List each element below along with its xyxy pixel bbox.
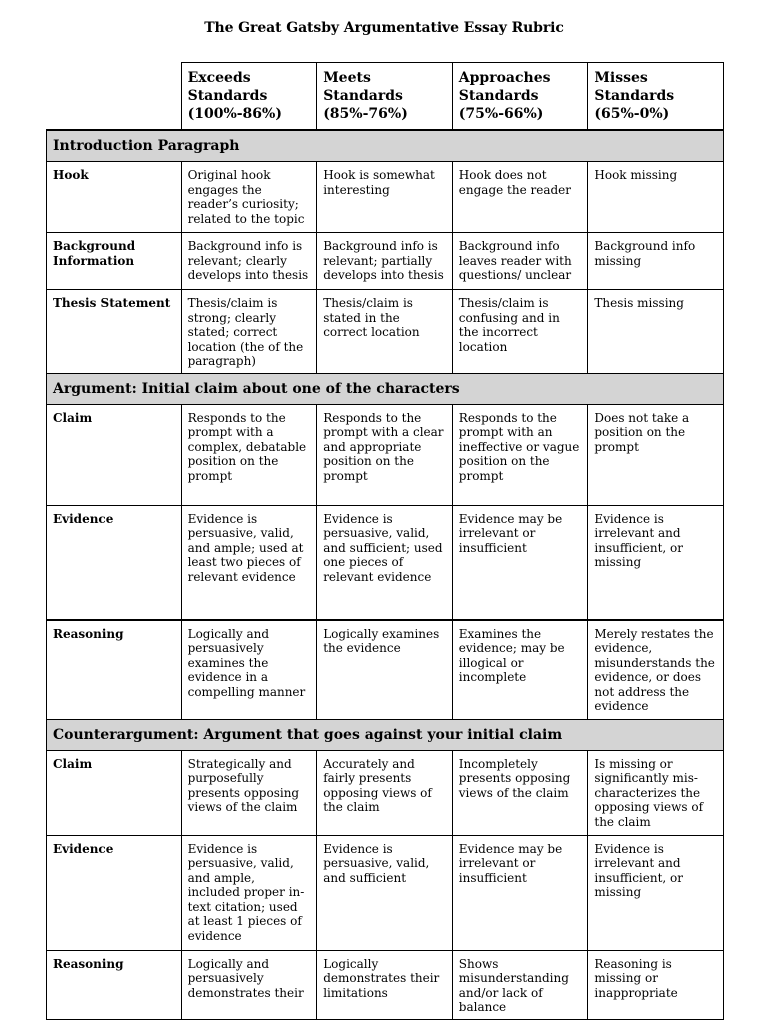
header-meets: Meets Standards (85%-76%): [317, 63, 453, 131]
criterion-label: Reasoning: [47, 950, 182, 1019]
rubric-cell: Background info missing: [588, 233, 724, 290]
criterion-label: Claim: [47, 750, 182, 835]
rubric-cell: Thesis missing: [588, 290, 724, 374]
header-approaches: Approaches Standards (75%-66%): [452, 63, 588, 131]
rubric-cell: Logically and persuasively demonstrates their: [181, 950, 317, 1019]
table-row: [47, 162, 724, 233]
table-row: [47, 404, 724, 505]
criterion-label: Claim: [47, 404, 182, 505]
rubric-cell: Accurately and fairly presents opposing views of the claim: [317, 750, 453, 835]
rubric-cell: Examines the evidence; may be illogical or incomplete: [452, 620, 588, 720]
table-row: [47, 505, 724, 620]
section-row-introduction: [47, 130, 724, 162]
header-misses: Misses Standards (65%-0%): [588, 63, 724, 131]
rubric-cell: Merely restates the evidence, misunderstands the evidence, or does not address the evidence: [588, 620, 724, 720]
rubric-cell: Logically and persuasively examines the evidence in a compelling manner: [181, 620, 317, 720]
rubric-cell: Incompletely presents opposing views of the claim: [452, 750, 588, 835]
criterion-label: Background Information: [47, 233, 182, 290]
criterion-label: Thesis Statement: [47, 290, 182, 374]
rubric-cell: Is missing or significantly mis-characterizes the opposing views of the claim: [588, 750, 724, 835]
rubric-cell: Responds to the prompt with a complex, debatable position on the prompt: [181, 404, 317, 505]
rubric-cell: Evidence is persuasive, valid, and sufficient: [317, 835, 453, 950]
header-blank-cell: [47, 63, 182, 131]
rubric-cell: Thesis/claim is strong; clearly stated; correct location (the of the paragraph): [181, 290, 317, 374]
rubric-cell: Logically demonstrates their limitations: [317, 950, 453, 1019]
table-row: [47, 620, 724, 720]
header-row: [47, 63, 724, 131]
rubric-cell: Responds to the prompt with a clear and appropriate position on the prompt: [317, 404, 453, 505]
rubric-cell: Logically examines the evidence: [317, 620, 453, 720]
rubric-cell: Does not take a position on the prompt: [588, 404, 724, 505]
rubric-cell: Hook missing: [588, 162, 724, 233]
rubric-cell: Evidence is persuasive, valid, and ample, included proper in-text citation; used at least 1 pieces of evidence: [181, 835, 317, 950]
section-row-counterargument: [47, 719, 724, 750]
header-exceeds: Exceeds Standards (100%-86%): [181, 63, 317, 131]
rubric-cell: Strategically and purposefully presents opposing views of the claim: [181, 750, 317, 835]
table-row: [47, 233, 724, 290]
table-row: [47, 750, 724, 835]
rubric-cell: Responds to the prompt with an ineffective or vague position on the prompt: [452, 404, 588, 505]
rubric-cell: Evidence is persuasive, valid, and sufficient; used one pieces of relevant evidence: [317, 505, 453, 620]
rubric-cell: Background info is relevant; clearly develops into thesis: [181, 233, 317, 290]
table-row: [47, 950, 724, 1019]
rubric-cell: Evidence is persuasive, valid, and ample; used at least two pieces of relevant evidence: [181, 505, 317, 620]
rubric-cell: Background info is relevant; partially develops into thesis: [317, 233, 453, 290]
rubric-cell: Reasoning is missing or inappropriate: [588, 950, 724, 1019]
criterion-label: Evidence: [47, 505, 182, 620]
rubric-cell: Hook does not engage the reader: [452, 162, 588, 233]
rubric-cell: Evidence is irrelevant and insufficient, or missing: [588, 835, 724, 950]
table-row: [47, 835, 724, 950]
rubric-cell: Original hook engages the reader’s curiosity; related to the topic: [181, 162, 317, 233]
rubric-cell: Shows misunderstanding and/or lack of balance: [452, 950, 588, 1019]
criterion-label: Evidence: [47, 835, 182, 950]
rubric-cell: Thesis/claim is stated in the correct location: [317, 290, 453, 374]
section-title: Introduction Paragraph: [47, 130, 724, 162]
document-title: The Great Gatsby Argumentative Essay Rubric: [204, 20, 564, 36]
section-row-argument: [47, 373, 724, 404]
rubric-cell: Thesis/claim is confusing and in the incorrect location: [452, 290, 588, 374]
section-title: Counterargument: Argument that goes against your initial claim: [47, 719, 724, 750]
rubric-cell: Hook is somewhat interesting: [317, 162, 453, 233]
section-title: Argument: Initial claim about one of the characters: [47, 373, 724, 404]
criterion-label: Reasoning: [47, 620, 182, 720]
rubric-cell: Background info leaves reader with questions/ unclear: [452, 233, 588, 290]
rubric-table: [46, 62, 724, 1020]
table-row: [47, 290, 724, 374]
rubric-cell: Evidence may be irrelevant or insufficient: [452, 505, 588, 620]
rubric-cell: Evidence is irrelevant and insufficient, or missing: [588, 505, 724, 620]
rubric-cell: Evidence may be irrelevant or insufficient: [452, 835, 588, 950]
criterion-label: Hook: [47, 162, 182, 233]
